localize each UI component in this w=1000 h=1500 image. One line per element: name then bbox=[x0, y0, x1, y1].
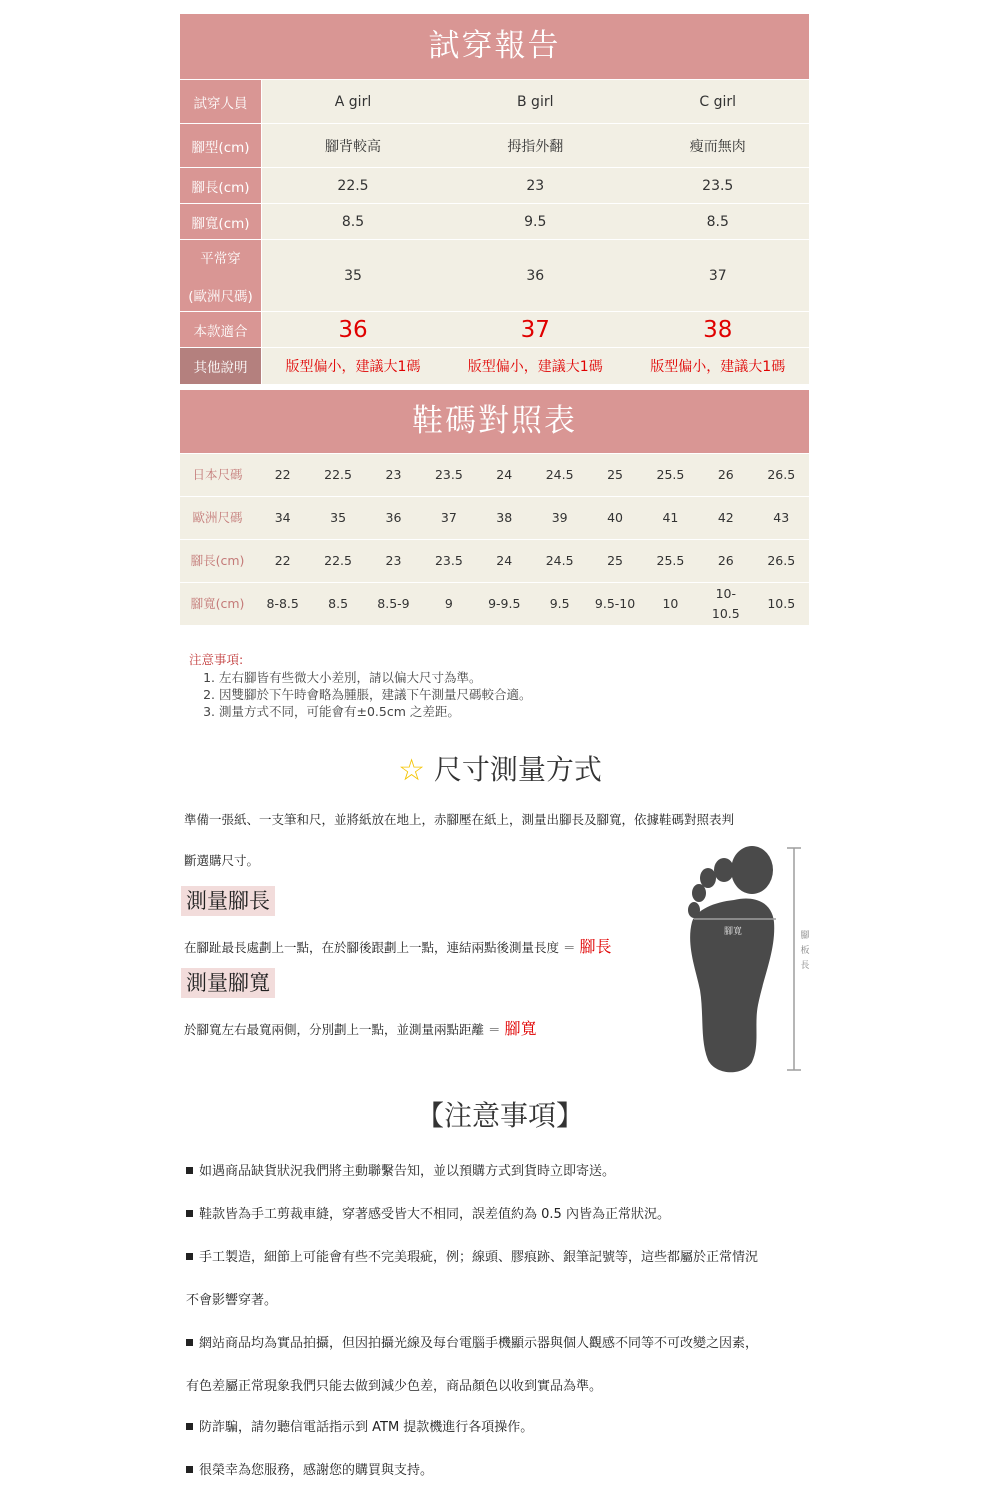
cell: 10.5 bbox=[754, 583, 809, 626]
length-word: 腳長 bbox=[579, 937, 612, 956]
cell: 23 bbox=[366, 454, 421, 497]
cell: C girl bbox=[627, 80, 810, 124]
row-label: 腳寬(cm) bbox=[180, 583, 255, 626]
star-icon: ☆ bbox=[398, 753, 425, 788]
cell: 8.5 bbox=[627, 204, 810, 240]
cell: 23 bbox=[366, 540, 421, 583]
cell: 22.5 bbox=[310, 454, 365, 497]
cell: 24 bbox=[477, 540, 532, 583]
attention-item: 如遇商品缺貨狀況我們將主動聯繫告知，並以預購方式到貨時立即寄送。 bbox=[186, 1160, 615, 1179]
width-tag: 測量腳寬 bbox=[181, 968, 275, 998]
row-label-line-2: (歐洲尺碼) bbox=[188, 288, 253, 305]
measure-title: 尺寸測量方式 bbox=[433, 753, 602, 786]
cell: 10 bbox=[643, 583, 698, 626]
row-label: 試穿人員 bbox=[180, 80, 262, 124]
foot-illustration bbox=[684, 840, 824, 1080]
attention-item: 手工製造，細節上可能會有些不完美瑕疵，例；線頭、膠痕跡、銀筆記號等，這些都屬於正常情況 bbox=[186, 1246, 758, 1265]
table-row bbox=[180, 312, 809, 348]
list-item: 3. 測量方式不同，可能會有±0.5cm 之差距。 bbox=[219, 703, 532, 720]
cell: B girl bbox=[444, 80, 627, 124]
width-instruction bbox=[184, 1016, 536, 1039]
list-item: 2. 因雙腳於下午時會略為腫脹，建議下午測量尺碼較合適。 bbox=[219, 686, 532, 703]
row-label bbox=[180, 240, 262, 312]
cell: 腳背較高 bbox=[262, 124, 445, 168]
table-row bbox=[180, 454, 809, 497]
cell: 26.5 bbox=[754, 540, 809, 583]
cell: 26 bbox=[698, 540, 753, 583]
cell: 23.5 bbox=[627, 168, 810, 204]
attention-item: 防詐騙，請勿聽信電話指示到 ATM 提款機進行各項操作。 bbox=[186, 1416, 533, 1435]
report-title: 試穿報告 bbox=[180, 14, 809, 79]
table-row bbox=[180, 583, 809, 626]
cell: 35 bbox=[262, 240, 445, 312]
cell: 36 bbox=[366, 497, 421, 540]
width-text: 於腳寬左右最寬兩側，分別劃上一點，並測量兩點距離 ＝ bbox=[184, 1022, 501, 1037]
cell: 22 bbox=[255, 454, 310, 497]
row-label: 腳型(cm) bbox=[180, 124, 262, 168]
attention-item-continued: 有色差屬正常現象我們只能去做到減少色差，商品顏色以收到實品為準。 bbox=[186, 1379, 603, 1394]
table-row bbox=[180, 540, 809, 583]
table-row bbox=[180, 497, 809, 540]
cell: 38 bbox=[477, 497, 532, 540]
cell: 39 bbox=[532, 497, 587, 540]
width-label: 腳寬 bbox=[724, 927, 743, 937]
cell: 34 bbox=[255, 497, 310, 540]
try-on-report bbox=[180, 14, 809, 384]
cell: 37 bbox=[421, 497, 476, 540]
row-label: 日本尺碼 bbox=[180, 454, 255, 497]
row-label: 其他說明 bbox=[180, 348, 262, 384]
cell: 23 bbox=[444, 168, 627, 204]
table-row bbox=[180, 124, 809, 168]
cell: 43 bbox=[754, 497, 809, 540]
fit-note: 版型偏小，建議大1碼 bbox=[627, 348, 810, 384]
notes-title: 注意事項: bbox=[189, 652, 244, 667]
recommended-size: 38 bbox=[627, 312, 810, 348]
size-table bbox=[180, 453, 809, 625]
fit-note: 版型偏小，建議大1碼 bbox=[262, 348, 445, 384]
length-text: 在腳趾最長處劃上一點，在於腳後跟劃上一點，連結兩點後測量長度 ＝ bbox=[184, 940, 576, 955]
row-label-line-1: 平常穿 bbox=[200, 250, 241, 267]
cell: 22.5 bbox=[262, 168, 445, 204]
recommended-size: 36 bbox=[262, 312, 445, 348]
cell: 9.5-10 bbox=[587, 583, 642, 626]
row-label: 腳長(cm) bbox=[180, 168, 262, 204]
measure-heading bbox=[0, 748, 1000, 788]
cell: 24.5 bbox=[532, 540, 587, 583]
list-item: 1. 左右腳皆有些微大小差別，請以偏大尺寸為準。 bbox=[219, 669, 532, 686]
cell: 8.5 bbox=[262, 204, 445, 240]
cell: A girl bbox=[262, 80, 445, 124]
cell: 35 bbox=[310, 497, 365, 540]
cell: 40 bbox=[587, 497, 642, 540]
cell: 36 bbox=[444, 240, 627, 312]
width-word: 腳寬 bbox=[504, 1019, 537, 1038]
cell: 8.5-9 bbox=[366, 583, 421, 626]
notes-list bbox=[189, 669, 532, 720]
table-row bbox=[180, 168, 809, 204]
cell: 8-8.5 bbox=[255, 583, 310, 626]
measure-intro-line-2: 斷選購尺寸。 bbox=[184, 853, 260, 868]
cell: 26.5 bbox=[754, 454, 809, 497]
report-table bbox=[180, 79, 809, 384]
length-instruction bbox=[184, 934, 611, 957]
cell: 拇指外翻 bbox=[444, 124, 627, 168]
attention-item-continued: 不會影響穿著。 bbox=[186, 1293, 278, 1308]
table-row bbox=[180, 348, 809, 384]
row-label: 本款適合 bbox=[180, 312, 262, 348]
cell: 42 bbox=[698, 497, 753, 540]
recommended-size: 37 bbox=[444, 312, 627, 348]
cell: 26 bbox=[698, 454, 753, 497]
cell: 41 bbox=[643, 497, 698, 540]
cell: 8.5 bbox=[310, 583, 365, 626]
length-tag: 測量腳長 bbox=[181, 886, 275, 916]
size-chart bbox=[180, 390, 809, 625]
cell: 23.5 bbox=[421, 540, 476, 583]
cell: 24.5 bbox=[532, 454, 587, 497]
attention-item: 網站商品均為實品拍攝，但因拍攝光線及每台電腦手機顯示器與個人觀感不同等不可改變之因素， bbox=[186, 1332, 758, 1351]
cell: 瘦而無肉 bbox=[627, 124, 810, 168]
cell: 23.5 bbox=[421, 454, 476, 497]
cell: 25.5 bbox=[643, 454, 698, 497]
table-row bbox=[180, 240, 809, 312]
measure-intro-line-1: 準備一張紙、一支筆和尺，並將紙放在地上，赤腳壓在紙上，測量出腳長及腳寬，依據鞋碼對照表判 bbox=[184, 812, 735, 827]
cell: 10-10.5 bbox=[698, 583, 753, 626]
cell: 25 bbox=[587, 454, 642, 497]
cell: 24 bbox=[477, 454, 532, 497]
cell: 25 bbox=[587, 540, 642, 583]
cell: 9.5 bbox=[532, 583, 587, 626]
row-label: 歐洲尺碼 bbox=[180, 497, 255, 540]
size-chart-title: 鞋碼對照表 bbox=[180, 390, 809, 453]
table-row bbox=[180, 204, 809, 240]
cell: 22 bbox=[255, 540, 310, 583]
cell: 25.5 bbox=[643, 540, 698, 583]
row-label: 腳寬(cm) bbox=[180, 204, 262, 240]
length-label: 腳板長 bbox=[800, 931, 810, 971]
cell: 9 bbox=[421, 583, 476, 626]
cell: 9-9.5 bbox=[477, 583, 532, 626]
table-row bbox=[180, 80, 809, 124]
fit-note: 版型偏小，建議大1碼 bbox=[444, 348, 627, 384]
attention-item: 很榮幸為您服務，感謝您的購買與支持。 bbox=[186, 1459, 433, 1478]
foot-icon bbox=[688, 846, 774, 1072]
size-notes bbox=[189, 650, 532, 720]
cell: 9.5 bbox=[444, 204, 627, 240]
cell: 37 bbox=[627, 240, 810, 312]
cell: 22.5 bbox=[310, 540, 365, 583]
attention-item: 鞋款皆為手工剪裁車縫，穿著感受皆大不相同，誤差值約為 0.5 內皆為正常狀況。 bbox=[186, 1203, 670, 1222]
attention-title: 【注意事項】 bbox=[415, 1099, 584, 1132]
row-label: 腳長(cm) bbox=[180, 540, 255, 583]
